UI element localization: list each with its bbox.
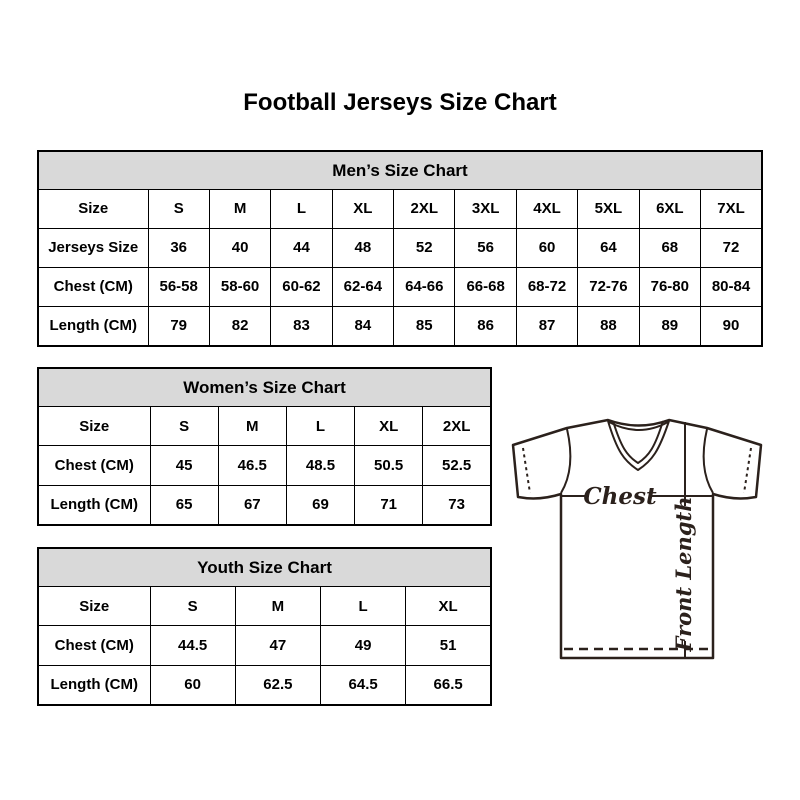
size-value-cell: 79 bbox=[148, 306, 209, 346]
size-value-cell: 90 bbox=[701, 306, 762, 346]
page-title: Football Jerseys Size Chart bbox=[243, 89, 557, 116]
size-value-cell: 60 bbox=[516, 228, 577, 267]
size-value-cell: 76-80 bbox=[639, 267, 700, 306]
row-label: Size bbox=[38, 190, 148, 229]
chest-label: Chest bbox=[583, 483, 657, 510]
row-label: Size bbox=[38, 407, 150, 446]
size-value-cell: 51 bbox=[406, 626, 491, 665]
size-value-cell: 86 bbox=[455, 306, 516, 346]
size-value-cell: 73 bbox=[423, 485, 491, 525]
size-value-cell: XL bbox=[355, 407, 423, 446]
size-value-cell: 64-66 bbox=[394, 267, 455, 306]
table-row bbox=[38, 228, 762, 267]
row-label: Chest (CM) bbox=[38, 626, 150, 665]
size-value-cell: M bbox=[235, 587, 320, 626]
youth-table-title: Youth Size Chart bbox=[38, 548, 491, 587]
size-value-cell: 7XL bbox=[701, 190, 762, 229]
size-value-cell: 46.5 bbox=[218, 446, 286, 485]
table-header-row bbox=[38, 548, 491, 587]
left-sleeve-seam bbox=[561, 429, 570, 493]
size-value-cell: 40 bbox=[209, 228, 270, 267]
table-row bbox=[38, 306, 762, 346]
size-value-cell: 80-84 bbox=[701, 267, 762, 306]
size-value-cell: S bbox=[150, 587, 235, 626]
size-value-cell: XL bbox=[406, 587, 491, 626]
men-size-table bbox=[37, 150, 763, 347]
table-row bbox=[38, 485, 491, 525]
size-value-cell: M bbox=[218, 407, 286, 446]
size-value-cell: 60-62 bbox=[271, 267, 332, 306]
size-value-cell: 65 bbox=[150, 485, 218, 525]
table-row bbox=[38, 665, 491, 705]
size-value-cell: 88 bbox=[578, 306, 639, 346]
size-value-cell: 64 bbox=[578, 228, 639, 267]
size-value-cell: 66-68 bbox=[455, 267, 516, 306]
jersey-measurement-diagram bbox=[505, 413, 765, 663]
size-value-cell: 52.5 bbox=[423, 446, 491, 485]
table-row bbox=[38, 446, 491, 485]
size-value-cell: S bbox=[150, 407, 218, 446]
size-value-cell: 67 bbox=[218, 485, 286, 525]
row-label: Length (CM) bbox=[38, 485, 150, 525]
table-row bbox=[38, 190, 762, 229]
table-header-row bbox=[38, 151, 762, 190]
size-value-cell: S bbox=[148, 190, 209, 229]
size-value-cell: 45 bbox=[150, 446, 218, 485]
size-value-cell: 58-60 bbox=[209, 267, 270, 306]
size-value-cell: 82 bbox=[209, 306, 270, 346]
row-label: Length (CM) bbox=[38, 306, 148, 346]
size-value-cell: 72 bbox=[701, 228, 762, 267]
size-value-cell: 36 bbox=[148, 228, 209, 267]
size-value-cell: 44 bbox=[271, 228, 332, 267]
size-value-cell: 52 bbox=[394, 228, 455, 267]
size-value-cell: 50.5 bbox=[355, 446, 423, 485]
size-value-cell: 66.5 bbox=[406, 665, 491, 705]
size-value-cell: 87 bbox=[516, 306, 577, 346]
size-value-cell: 2XL bbox=[423, 407, 491, 446]
size-value-cell: 69 bbox=[286, 485, 354, 525]
size-value-cell: 84 bbox=[332, 306, 393, 346]
size-value-cell: 71 bbox=[355, 485, 423, 525]
size-value-cell: 6XL bbox=[639, 190, 700, 229]
size-value-cell: 83 bbox=[271, 306, 332, 346]
size-value-cell: 68-72 bbox=[516, 267, 577, 306]
size-value-cell: 5XL bbox=[578, 190, 639, 229]
size-value-cell: M bbox=[209, 190, 270, 229]
row-label: Chest (CM) bbox=[38, 267, 148, 306]
row-label: Size bbox=[38, 587, 150, 626]
size-value-cell: 56 bbox=[455, 228, 516, 267]
youth-size-table bbox=[37, 547, 492, 706]
row-label: Jerseys Size bbox=[38, 228, 148, 267]
size-value-cell: 47 bbox=[235, 626, 320, 665]
size-value-cell: 89 bbox=[639, 306, 700, 346]
size-value-cell: 62.5 bbox=[235, 665, 320, 705]
right-cuff-dashed-seam bbox=[744, 448, 751, 493]
size-value-cell: 49 bbox=[321, 626, 406, 665]
size-value-cell: 3XL bbox=[455, 190, 516, 229]
left-cuff-dashed-seam bbox=[523, 448, 530, 493]
size-value-cell: XL bbox=[332, 190, 393, 229]
row-label: Chest (CM) bbox=[38, 446, 150, 485]
size-value-cell: 48.5 bbox=[286, 446, 354, 485]
jersey-body-outline bbox=[513, 420, 761, 658]
table-row bbox=[38, 407, 491, 446]
row-label: Length (CM) bbox=[38, 665, 150, 705]
size-value-cell: 56-58 bbox=[148, 267, 209, 306]
table-header-row bbox=[38, 368, 491, 407]
jersey-outline-icon bbox=[505, 413, 765, 663]
front-length-label: Front Length bbox=[671, 496, 696, 652]
women-size-table bbox=[37, 367, 492, 526]
table-row bbox=[38, 626, 491, 665]
size-value-cell: 48 bbox=[332, 228, 393, 267]
table-row bbox=[38, 267, 762, 306]
size-value-cell: 4XL bbox=[516, 190, 577, 229]
size-value-cell: 64.5 bbox=[321, 665, 406, 705]
men-table-title: Men’s Size Chart bbox=[38, 151, 762, 190]
table-row bbox=[38, 587, 491, 626]
size-value-cell: 2XL bbox=[394, 190, 455, 229]
size-value-cell: L bbox=[321, 587, 406, 626]
size-value-cell: L bbox=[271, 190, 332, 229]
right-sleeve-seam bbox=[704, 429, 713, 493]
size-value-cell: 62-64 bbox=[332, 267, 393, 306]
size-value-cell: 72-76 bbox=[578, 267, 639, 306]
size-value-cell: 68 bbox=[639, 228, 700, 267]
size-value-cell: 85 bbox=[394, 306, 455, 346]
women-table-title: Women’s Size Chart bbox=[38, 368, 491, 407]
size-value-cell: 44.5 bbox=[150, 626, 235, 665]
size-value-cell: L bbox=[286, 407, 354, 446]
size-value-cell: 60 bbox=[150, 665, 235, 705]
